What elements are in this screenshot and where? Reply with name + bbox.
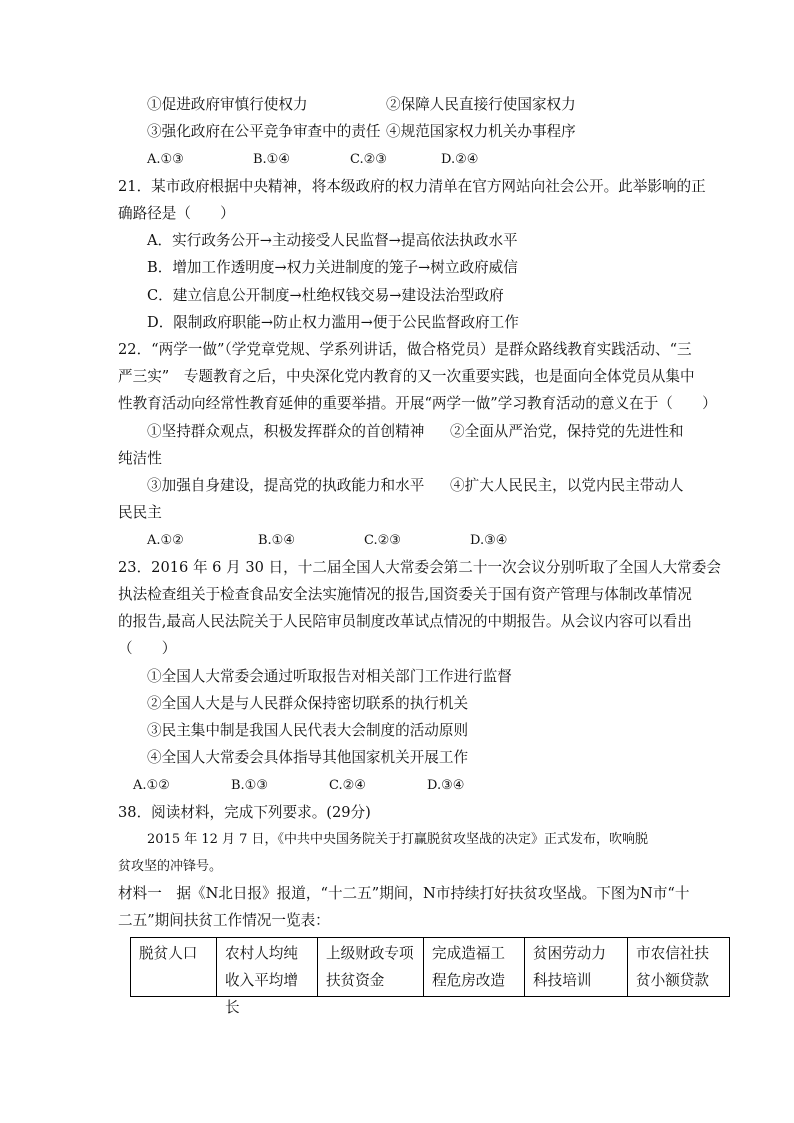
q23-option-1: ①全国人大常委会通过听取报告对相关部门工作进行监督 xyxy=(147,668,512,685)
q22-stem-line-1: 22．“两学一做”（学党章党规、学系列讲话，做合格党员）是群众路线教育实践活动、“三 xyxy=(118,341,692,358)
q20-choice-d: D.②④ xyxy=(441,152,479,167)
table-header-cell: 完成造福工程危房改造 xyxy=(432,945,505,989)
q22-choice-d: D.③④ xyxy=(470,533,508,548)
q22-choice-a: A.①② xyxy=(147,533,184,548)
q23-option-3: ③民主集中制是我国人民代表大会制度的活动原则 xyxy=(147,722,469,739)
table-header-cell: 农村人均纯收入平均增长 xyxy=(225,945,298,1016)
table-header-cell: 市农信社扶贫小额贷款 xyxy=(636,945,709,989)
table-header-cell: 贫困劳动力科技培训 xyxy=(533,945,606,989)
q38-material-1-line-2: 二五”期间扶贫工作情况一览表： xyxy=(118,912,330,929)
q23-option-2: ②全国人大是与人民群众保持密切联系的执行机关 xyxy=(147,695,469,712)
q23-stem-line-1: 23．2016 年 6 月 30 日，十二届全国人大常委会第二十一次会议分别听取了全国人大常委会 xyxy=(118,559,721,576)
q22-stem-line-2: 严三实” 专题教育之后，中央深化党内教育的又一次重要实践，也是面向全体党员从集中 xyxy=(118,368,695,385)
q38-material-1-line-1: 材料一 据《N北日报》报道，“十二五”期间，N市持续打好扶贫攻坚战。下图为N市“十 xyxy=(118,885,690,902)
q21-choice-a: A．实行政务公开→主动接受人民监督→提高依法执政水平 xyxy=(147,232,518,249)
q20-option-2: ②保障人民直接行使国家权力 xyxy=(386,96,576,113)
q22-choice-c: C.②③ xyxy=(364,533,401,548)
q21-choice-b: B．增加工作透明度→权力关进制度的笼子→树立政府威信 xyxy=(147,259,518,276)
q20-choice-b: B.①④ xyxy=(253,152,290,167)
q23-option-4: ④全国人大常委会具体指导其他国家机关开展工作 xyxy=(147,749,469,766)
q22-stem-line-3: 性教育活动向经常性教育延伸的重要举措。开展“两学一做”学习教育活动的意义在于（ ） xyxy=(118,395,717,412)
q21-choice-c: C．建立信息公开制度→杜绝权钱交易→建设法治型政府 xyxy=(147,287,504,304)
q21-choice-d: D．限制政府职能→防止权力滥用→便于公民监督政府工作 xyxy=(147,314,519,331)
table-header-cell: 上级财政专项扶贫资金 xyxy=(326,945,414,989)
q22-choice-b: B.①④ xyxy=(258,533,295,548)
q21-stem-line-2: 确路径是（ ） xyxy=(118,205,235,222)
q23-choice-c: C.②④ xyxy=(329,778,366,793)
q23-stem-line-4: （ ） xyxy=(118,640,177,657)
q20-option-1: ①促进政府审慎行使权力 xyxy=(147,96,308,113)
q38-title: 38．阅读材料，完成下列要求。(29分) xyxy=(118,804,371,821)
q22-option-2-cont: 纯洁性 xyxy=(118,450,162,467)
q22-option-1: ①坚持群众观点，积极发挥群众的首创精神 xyxy=(147,423,425,440)
q22-option-4-cont: 民民主 xyxy=(118,504,162,521)
q23-stem-line-2: 执法检查组关于检查食品安全法实施情况的报告,国资委关于国有资产管理与体制改革情况 xyxy=(118,586,692,603)
q20-option-3: ③强化政府在公平竞争审查中的责任 xyxy=(147,123,381,140)
q20-option-4: ④规范国家权力机关办事程序 xyxy=(386,123,576,140)
q23-choice-d: D.③④ xyxy=(427,778,465,793)
q23-stem-line-3: 的报告,最高人民法院关于人民陪审员制度改革试点情况的中期报告。从会议内容可以看出 xyxy=(118,613,692,630)
table-header-cell: 脱贫人口 xyxy=(139,945,198,962)
q22-option-2: ②全面从严治党，保持党的先进性和 xyxy=(450,423,684,440)
poverty-relief-table xyxy=(130,937,730,1016)
q21-stem-line-1: 21．某市政府根据中央精神，将本级政府的权力清单在官方网站向社会公开。此举影响的正 xyxy=(118,178,706,195)
q23-choice-a: A.①② xyxy=(133,778,170,793)
q38-intro-line-2: 贫攻坚的冲锋号。 xyxy=(118,859,223,874)
q22-option-3: ③加强自身建设，提高党的执政能力和水平 xyxy=(147,477,425,494)
q22-option-4: ④扩大人民民主，以党内民主带动人 xyxy=(450,477,684,494)
q20-choice-a: A.①③ xyxy=(147,152,184,167)
q23-choice-b: B.①③ xyxy=(231,778,268,793)
q20-choice-c: C.②③ xyxy=(350,152,387,167)
q38-intro-line-1: 2015 年 12 月 7 日，《中共中央国务院关于打赢脱贫攻坚战的决定》正式发布，吹响脱 xyxy=(147,832,649,847)
